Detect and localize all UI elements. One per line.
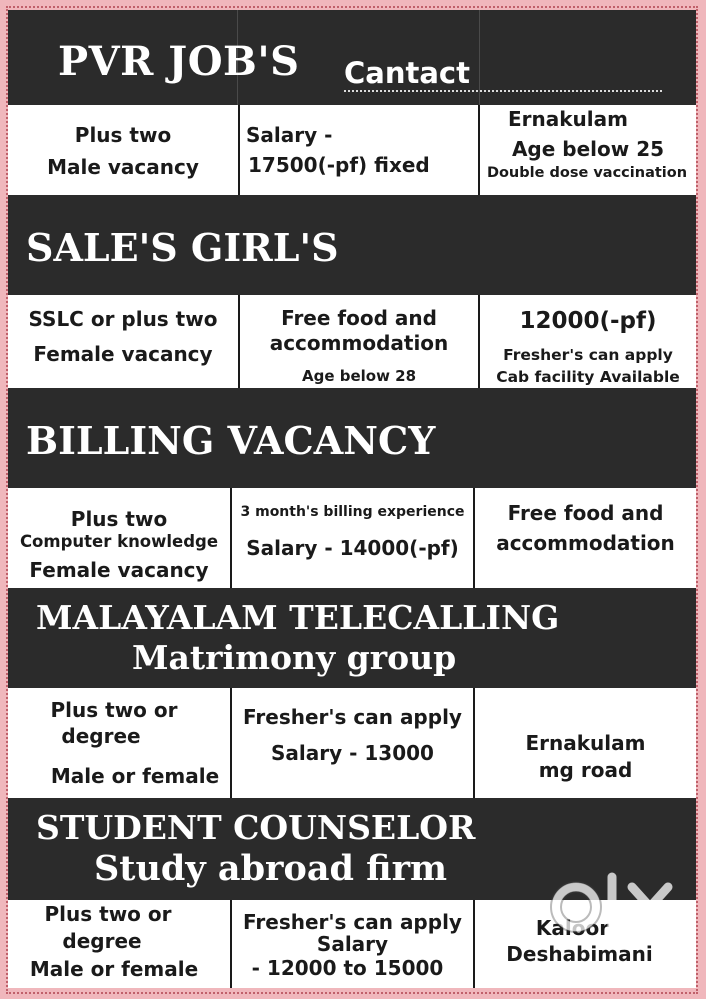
salary-value: 12000(-pf) [519,308,657,334]
location-line-1: Kaloor [535,916,610,940]
billing-vacancy-title: BILLING VACANCY [26,418,436,463]
salary-value: Salary - 14000(-pf) [246,536,459,560]
benefit-line-2: accommodation [496,531,675,555]
cell-salary [232,688,475,798]
band-sales-girls [8,195,696,295]
age-text: Age below 25 [511,137,665,161]
vacancy-text: Male vacancy [47,155,199,179]
cell-qualification [8,488,232,588]
skill-text: Computer knowledge [19,532,219,551]
cell-benefits [475,488,696,588]
brand-title: PVR JOB'S [58,38,300,85]
benefit-line-1: Free food and [507,501,664,525]
row-sales-girls-details [8,295,696,388]
band-billing-vacancy [8,388,696,488]
sales-girls-title: SALE'S GIRL'S [26,225,339,270]
cell-benefits [240,295,480,388]
salary-value: Salary - 13000 [271,741,434,765]
vaccination-text: Double dose vaccination [486,165,688,181]
salary-label: Salary [316,932,389,956]
cell-qualification [8,105,240,195]
qualification-text: Plus two [70,507,168,531]
contact-dotted-line [344,90,662,92]
fresher-text: Fresher's can apply [243,910,462,934]
qualification-line-2: degree [61,724,141,748]
cell-qualification [8,295,240,388]
contact-label: Cantact [344,56,470,90]
qualification-line-1: Plus two or [44,902,172,926]
cell-experience [232,488,475,588]
fresher-text: Fresher's can apply [243,705,462,729]
gender-text: Male or female [50,764,220,788]
location-line-1: Ernakulam [525,731,646,755]
cell-salary [480,295,696,388]
cab-text: Cab facility Available [496,368,680,386]
gender-text: Male or female [29,957,199,981]
olx-logo-icon [548,861,678,951]
vacancy-text: Female vacancy [29,558,209,582]
salary-value: 17500(-pf) fixed [248,153,430,177]
cell-qualification [8,688,232,798]
qualification-text: SSLC or plus two [28,307,218,331]
band-telecalling [8,588,696,688]
age-text: Age below 28 [301,367,417,385]
counselor-title: STUDENT COUNSELOR [36,808,476,847]
salary-range: - 12000 to 15000 [251,956,444,980]
benefit-line-2: accommodation [269,331,449,355]
benefit-line-1: Free food and [281,306,437,330]
row-pvr-details [8,105,696,195]
row-billing-details [8,488,696,588]
experience-text: 3 month's billing experience [240,504,465,520]
cell-qualification [8,900,232,988]
cell-location [480,105,696,195]
salary-label: Salary - [246,123,333,147]
cell-salary [232,900,475,988]
location-line-2: Deshabimani [506,942,653,966]
location-line-2: mg road [538,758,633,782]
qualification-text: Plus two [74,123,172,147]
header-band [8,10,696,105]
telecalling-subtitle: Matrimony group [132,638,457,677]
vacancy-text: Female vacancy [33,342,213,366]
qualification-line-2: degree [62,929,142,953]
fresher-text: Fresher's can apply [503,346,673,364]
qualification-line-1: Plus two or [50,698,178,722]
counselor-subtitle: Study abroad firm [94,848,448,889]
row-telecalling-details [8,688,696,798]
location-text: Ernakulam [508,107,628,131]
cell-location [475,688,696,798]
telecalling-title: MALAYALAM TELECALLING [36,598,560,637]
